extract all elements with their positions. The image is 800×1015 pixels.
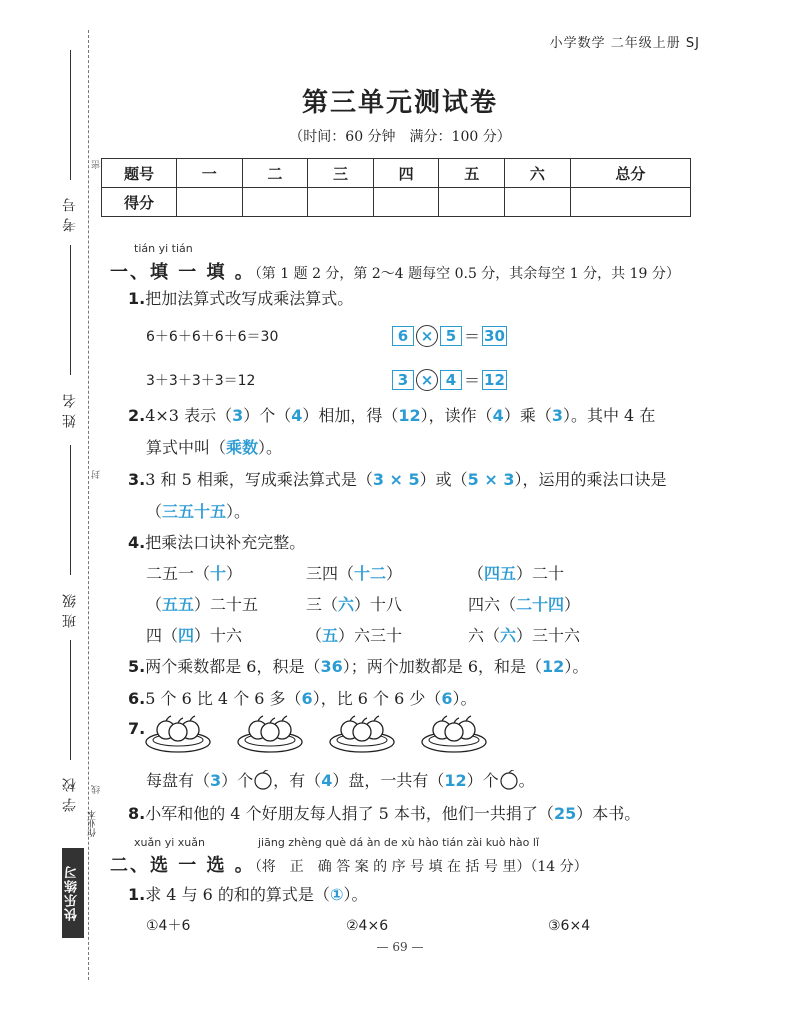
list-item (306, 625, 402, 647)
answer-box[interactable]: 4 (440, 370, 462, 390)
answer-blank[interactable]: 乘数 (226, 438, 259, 457)
question-text: 。 (518, 771, 535, 790)
answer-blank[interactable]: 十 (210, 564, 227, 583)
field-line (70, 445, 71, 575)
page-number: — 69 — (376, 940, 424, 954)
question-1 (128, 288, 353, 310)
page-subtitle: （时间：60 分钟 满分：100 分） (289, 129, 511, 145)
question-text: ）；两个加数都是 6，和是（ (342, 657, 543, 676)
field-label-school: 学校 (62, 772, 78, 812)
question-number: 2. (128, 406, 146, 425)
item-text: ）六三十 (338, 626, 403, 645)
question-text: ），运用的乘法口诀是 (514, 470, 667, 489)
question-text: ）本书。 (576, 804, 641, 823)
cut-mark-mi: 密 (92, 160, 102, 169)
answer-blank[interactable]: 十二 (354, 564, 387, 583)
section2-title: 二、选 一 选 。 (110, 855, 255, 876)
answer-blank[interactable]: 4 (492, 406, 504, 425)
section2-pinyin: xuǎn yi xuǎn (134, 836, 205, 849)
answer-blank[interactable]: 3 × 5 (372, 470, 420, 489)
answer-blank[interactable]: 5 × 3 (467, 470, 515, 489)
table-cell: 总分 (570, 159, 690, 188)
brand-logo: 快乐练习 (62, 848, 84, 938)
question-text: 5 个 6 比 4 个 6 多（ (145, 689, 302, 708)
answer-blank[interactable]: 四 (178, 626, 195, 645)
item-text: 六（ (468, 626, 501, 645)
q1-answer-2 (392, 368, 507, 391)
question-text: ）。 (452, 689, 477, 708)
item-text: 二五一（ (146, 564, 211, 583)
question-number: 5. (128, 657, 146, 676)
score-input-cell[interactable] (308, 188, 374, 217)
field-line (70, 640, 71, 760)
fruit-plates-illustration (140, 712, 500, 756)
cut-line (88, 30, 89, 980)
answer-box[interactable]: 3 (392, 370, 414, 390)
operator-circle[interactable]: × (416, 369, 438, 391)
option-c[interactable]: ③6×4 (548, 918, 591, 934)
item-text: ）二十五 (194, 595, 259, 614)
answer-blank[interactable]: 12 (444, 771, 467, 790)
question-8 (128, 803, 640, 825)
list-item (146, 563, 242, 585)
page-title: 第三单元测试卷 (301, 88, 498, 118)
question-text: 求 4 与 6 的和的算式是（ (145, 885, 330, 904)
answer-box[interactable]: 30 (484, 326, 505, 345)
question-text: 小军和他的 4 个好朋友每人捐了 5 本书，他们一共捐了（ (145, 804, 554, 823)
question-text: ）。 (564, 657, 589, 676)
answer-blank[interactable]: 3 (232, 406, 244, 425)
question-number: 4. (128, 533, 146, 552)
question-6 (128, 688, 477, 710)
answer-blank[interactable]: 四五 (484, 564, 517, 583)
q1-answer-1 (392, 324, 507, 347)
item-text: ） (386, 564, 403, 583)
question-text: ），读作（ (420, 406, 493, 425)
table-cell: 题号 (102, 159, 177, 188)
question-text: ）。其中 4 在 (562, 406, 656, 425)
list-item (146, 594, 258, 616)
section2-heading (110, 851, 588, 877)
section2-question-1 (128, 884, 368, 906)
option-b[interactable]: ②4×6 (346, 918, 389, 934)
score-input-cell[interactable] (570, 188, 690, 217)
table-cell: 五 (439, 159, 505, 188)
list-item (468, 594, 580, 616)
answer-blank[interactable]: 4 (291, 406, 303, 425)
question-3 (128, 469, 667, 491)
answer-box[interactable]: 5 (440, 326, 462, 346)
fruit-plate (238, 716, 302, 752)
question-text: ）个（ (243, 406, 292, 425)
operator-circle[interactable]: × (416, 325, 438, 347)
question-text: ）。 (226, 502, 251, 521)
table-cell: 四 (373, 159, 439, 188)
item-text: ）十八 (354, 595, 403, 614)
question-text: ）。 (343, 885, 368, 904)
question-3-cont (146, 501, 250, 523)
field-label-name: 姓名 (62, 388, 78, 428)
question-text: ）相加，得（ (302, 406, 399, 425)
answer-blank[interactable]: 三五十五 (162, 502, 227, 521)
item-text: ）十六 (194, 626, 243, 645)
question-text: ）个 (466, 771, 499, 790)
item-text: （ (468, 564, 485, 583)
field-label-class: 班级 (62, 588, 78, 628)
score-input-cell[interactable] (177, 188, 243, 217)
list-item (146, 625, 242, 647)
question-text: 4×3 表示（ (145, 406, 233, 425)
question-text: ）或（ (419, 470, 468, 489)
item-text: 四六（ (468, 595, 517, 614)
fruit-icon (253, 770, 273, 790)
answer-blank[interactable]: 二十四 (516, 595, 565, 614)
list-item (306, 563, 402, 585)
score-input-cell[interactable] (505, 188, 571, 217)
question-number: 8. (128, 804, 146, 823)
question-4 (128, 532, 305, 554)
item-text: （ (306, 626, 323, 645)
answer-blank[interactable]: 4 (321, 771, 333, 790)
section1-heading (110, 258, 680, 284)
question-5 (128, 656, 588, 678)
answer-blank[interactable]: 36 (320, 657, 343, 676)
question-text: 每盘有（ (146, 771, 211, 790)
item-text: ） (226, 564, 243, 583)
q1-expr-1: 6＋6＋6＋6＋6＝30 (146, 329, 279, 345)
list-item (306, 594, 402, 616)
section2-note: （将 正 确 答 案 的 序 号 填 在 括 号 里）（14 分） (254, 859, 588, 875)
answer-blank[interactable]: 12 (542, 657, 565, 676)
field-label-exam-no: 考号 (62, 192, 78, 232)
table-cell: 一 (177, 159, 243, 188)
question-number: 7. (128, 719, 146, 738)
question-text: 3 和 5 相乘，写成乘法算式是（ (145, 470, 373, 489)
question-text: ），比 6 个 6 少（ (312, 689, 442, 708)
question-number: 6. (128, 689, 146, 708)
score-input-cell[interactable] (242, 188, 308, 217)
option-a[interactable]: ①4＋6 (146, 918, 191, 934)
question-text: 两个乘数都是 6，积是（ (145, 657, 321, 676)
section2-note-pinyin: jiāng zhèng què dá àn de xù hào tián zài kuò hào lǐ (258, 836, 540, 849)
question-text: 把加法算式改写成乘法算式。 (145, 289, 354, 308)
item-text: （ (146, 595, 163, 614)
answer-blank[interactable]: 六 (500, 626, 517, 645)
question-text: ）。 (258, 438, 283, 457)
question-number: 1. (128, 289, 146, 308)
equals-sign: ＝ (464, 327, 481, 346)
table-cell: 二 (242, 159, 308, 188)
cut-mark-xian: 线 (92, 785, 102, 794)
item-text: ）二十 (516, 564, 565, 583)
field-line (70, 245, 71, 375)
answer-blank[interactable]: 3 (210, 771, 222, 790)
logo-subtitle: 作业本 (88, 810, 98, 837)
question-text: ）个 (221, 771, 254, 790)
question-text: 算式中叫（ (146, 438, 227, 457)
series-label: 小学数学 二年级上册 SJ (549, 36, 700, 51)
answer-blank[interactable]: 6 (441, 689, 453, 708)
answer-box[interactable]: 6 (392, 326, 414, 346)
item-text: ） (564, 595, 581, 614)
answer-blank[interactable]: 五五 (162, 595, 195, 614)
score-input-cell[interactable] (439, 188, 505, 217)
answer-blank[interactable]: ① (329, 885, 344, 904)
fruit-plate (422, 716, 486, 752)
answer-box[interactable]: 12 (484, 370, 505, 389)
question-text: 把乘法口诀补充完整。 (145, 533, 306, 552)
answer-blank[interactable]: 五 (322, 626, 339, 645)
score-table (101, 158, 691, 217)
table-cell: 三 (308, 159, 374, 188)
item-text: 四（ (146, 626, 179, 645)
answer-blank[interactable]: 3 (551, 406, 563, 425)
question-number: 3. (128, 470, 146, 489)
answer-blank[interactable]: 25 (553, 804, 577, 823)
answer-blank[interactable]: 12 (398, 406, 421, 425)
question-text: ）盘，一共有（ (332, 771, 445, 790)
table-cell: 六 (505, 159, 571, 188)
equals-sign: ＝ (464, 371, 481, 390)
table-row (102, 159, 691, 188)
question-text: ）乘（ (503, 406, 552, 425)
item-text: 三四（ (306, 564, 355, 583)
section1-pinyin: tián yi tián (134, 242, 193, 255)
cut-mark-feng: 封 (92, 470, 102, 479)
q1-expr-2: 3＋3＋3＋3＝12 (146, 373, 256, 389)
score-input-cell[interactable] (373, 188, 439, 217)
section1-note: （第 1 题 2 分，第 2～4 题每空 0.5 分，其余每空 1 分，共 19 分） (254, 266, 680, 282)
list-item (468, 625, 580, 647)
question-text: （ (146, 502, 163, 521)
fruit-plate (330, 716, 394, 752)
question-2 (128, 405, 655, 427)
answer-blank[interactable]: 六 (338, 595, 355, 614)
table-cell: 得分 (102, 188, 177, 217)
question-7 (146, 770, 535, 792)
fruit-plate (146, 716, 210, 752)
item-text: 三（ (306, 595, 339, 614)
question-number: 1. (128, 885, 146, 904)
fruit-icon (499, 770, 519, 790)
table-row (102, 188, 691, 217)
answer-blank[interactable]: 6 (301, 689, 313, 708)
list-item (468, 563, 564, 585)
item-text: ）三十六 (516, 626, 581, 645)
question-2-cont (146, 437, 282, 459)
section1-title: 一、填 一 填 。 (110, 262, 255, 283)
question-text: ，有（ (273, 771, 322, 790)
